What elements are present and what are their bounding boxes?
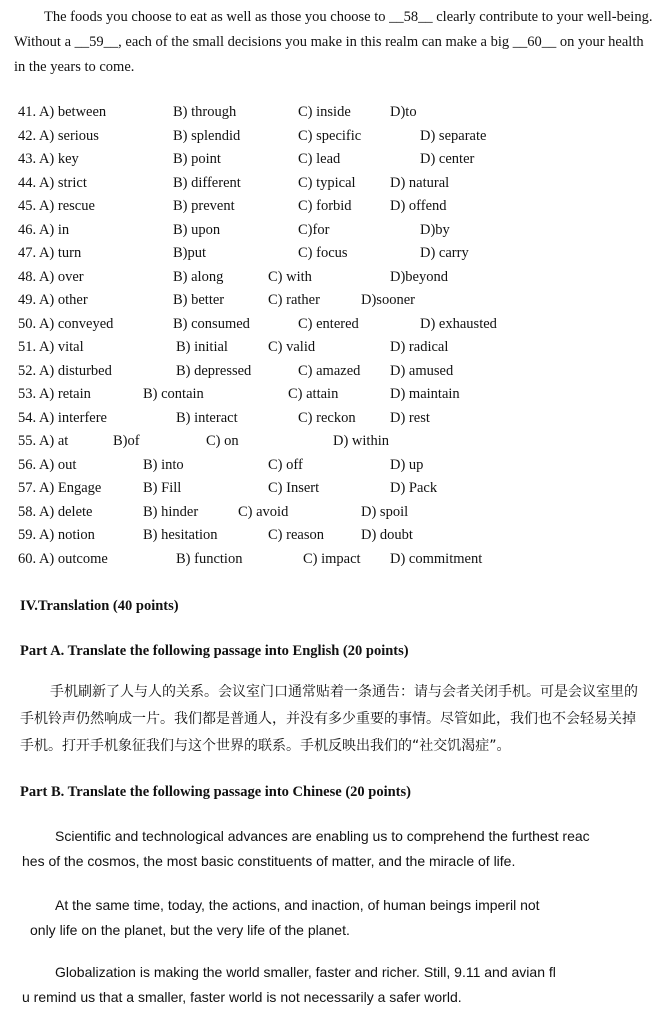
option-c: C) reckon bbox=[298, 409, 356, 426]
part-b-line: hes of the cosmos, the most basic constituents of matter, and the miracle of life. bbox=[22, 853, 516, 869]
option-b: B) along bbox=[173, 268, 224, 285]
option-c: C) valid bbox=[268, 339, 316, 355]
option-row bbox=[18, 407, 638, 431]
option-b: B) different bbox=[173, 174, 241, 191]
option-b: B) depressed bbox=[176, 362, 252, 379]
option-d: D) carry bbox=[420, 245, 469, 261]
option-d: D) Pack bbox=[390, 480, 438, 496]
option-row bbox=[18, 148, 638, 172]
option-row bbox=[18, 548, 638, 572]
option-c: C) with bbox=[268, 268, 312, 285]
option-row bbox=[18, 242, 638, 266]
option-a: 44. A) strict bbox=[18, 174, 87, 191]
option-row bbox=[18, 125, 638, 149]
option-c: C) on bbox=[206, 433, 239, 449]
option-a: 58. A) delete bbox=[18, 503, 93, 520]
option-a: 55. A) at bbox=[18, 433, 69, 449]
cloze-passage-text: The foods you choose to eat as well as those you choose to __58__ clearly contribute to your well-being. Without a __59__, each of the small decisions you make in this realm can make a big __60__ on your health in the years to come. bbox=[14, 9, 653, 75]
option-row bbox=[18, 195, 638, 219]
option-a: 41. A) between bbox=[18, 104, 107, 120]
option-c: C) forbid bbox=[298, 198, 352, 214]
option-b: B) splendid bbox=[173, 127, 241, 144]
part-a-text: 手机刷新了人与人的关系。会议室门口通常贴着一条通告：请与会者关闭手机。可是会议室里的手机铃声仍然响成一片。我们都是普通人，并没有多少重要的事情。尽管如此，我们也不会轻易关掉手机。打开手机象征我们与这个世界的联系。手机反映出我们的“社交饥渴症”。 bbox=[20, 684, 638, 754]
option-b: B) into bbox=[143, 456, 184, 473]
option-d: D) within bbox=[333, 433, 389, 449]
option-c: C) Insert bbox=[268, 480, 320, 496]
part-b-line: Scientific and technological advances are enabling us to comprehend the furthest reac bbox=[55, 828, 590, 844]
option-c: C) typical bbox=[298, 174, 356, 191]
option-d: D)sooner bbox=[361, 292, 415, 308]
part-b-line: At the same time, today, the actions, and inaction, of human beings imperil not bbox=[55, 897, 540, 913]
option-a: 47. A) turn bbox=[18, 245, 82, 261]
option-row bbox=[18, 266, 638, 290]
option-b: B)of bbox=[113, 433, 140, 449]
option-d: D) center bbox=[420, 151, 475, 167]
part-b-line: only life on the planet, but the very life of the planet. bbox=[30, 922, 350, 938]
option-row bbox=[18, 172, 638, 196]
option-b: B) hinder bbox=[143, 503, 199, 520]
option-a: 43. A) key bbox=[18, 151, 79, 167]
option-b: B) upon bbox=[173, 221, 221, 238]
option-c: C) avoid bbox=[238, 503, 289, 520]
options-list bbox=[18, 101, 638, 571]
option-a: 51. A) vital bbox=[18, 339, 84, 355]
option-row bbox=[18, 501, 638, 525]
option-a: 42. A) serious bbox=[18, 127, 99, 144]
option-row bbox=[18, 336, 638, 360]
section-title: IV.Translation (40 points) bbox=[20, 598, 179, 614]
option-row bbox=[18, 430, 638, 454]
option-row bbox=[18, 454, 638, 478]
option-a: 54. A) interfere bbox=[18, 409, 107, 426]
option-row bbox=[18, 101, 638, 125]
part-b-title: Part B. Translate the following passage into Chinese (20 points) bbox=[20, 784, 411, 800]
option-c: C) off bbox=[268, 456, 303, 473]
option-row bbox=[18, 289, 638, 313]
option-d: D) rest bbox=[390, 409, 430, 426]
option-c: C) inside bbox=[298, 104, 351, 120]
option-c: C) specific bbox=[298, 127, 362, 144]
option-c: C) focus bbox=[298, 245, 348, 261]
option-d: D) offend bbox=[390, 198, 447, 214]
option-d: D) maintain bbox=[390, 386, 460, 402]
option-row bbox=[18, 524, 638, 548]
option-d: D) spoil bbox=[361, 503, 409, 520]
option-d: D)to bbox=[390, 104, 417, 120]
option-d: D) doubt bbox=[361, 527, 413, 543]
option-b: B) better bbox=[173, 292, 225, 308]
cloze-passage bbox=[14, 5, 654, 80]
option-b: B) through bbox=[173, 104, 237, 120]
option-a: 59. A) notion bbox=[18, 527, 95, 543]
option-c: C) entered bbox=[298, 315, 359, 332]
option-b: B) Fill bbox=[143, 480, 182, 496]
option-a: 49. A) other bbox=[18, 292, 88, 308]
option-a: 45. A) rescue bbox=[18, 198, 95, 214]
option-c: C) rather bbox=[268, 292, 320, 308]
option-a: 53. A) retain bbox=[18, 386, 91, 402]
option-a: 56. A) out bbox=[18, 456, 77, 473]
option-b: B) function bbox=[176, 550, 243, 567]
option-c: C) reason bbox=[268, 527, 324, 543]
option-d: D) up bbox=[390, 456, 424, 473]
option-row bbox=[18, 313, 638, 337]
part-b-line: Globalization is making the world smaller, faster and richer. Still, 9.11 and avian fl bbox=[55, 964, 556, 980]
option-a: 50. A) conveyed bbox=[18, 315, 114, 332]
option-a: 48. A) over bbox=[18, 268, 84, 285]
part-a-passage bbox=[20, 679, 648, 760]
option-c: C) lead bbox=[298, 151, 341, 167]
option-row bbox=[18, 383, 638, 407]
option-d: D) natural bbox=[390, 174, 450, 191]
option-d: D) amused bbox=[390, 362, 454, 379]
option-b: B) point bbox=[173, 151, 221, 167]
option-a: 52. A) disturbed bbox=[18, 362, 112, 379]
option-d: D) exhausted bbox=[420, 315, 497, 332]
option-b: B) initial bbox=[176, 339, 228, 355]
option-c: C)for bbox=[298, 221, 330, 238]
option-a: 60. A) outcome bbox=[18, 550, 108, 567]
option-row bbox=[18, 477, 638, 501]
option-row bbox=[18, 219, 638, 243]
option-a: 46. A) in bbox=[18, 221, 70, 238]
option-b: B) interact bbox=[176, 409, 238, 426]
option-b: B) prevent bbox=[173, 198, 235, 214]
option-b: B) hesitation bbox=[143, 527, 218, 543]
option-b: B)put bbox=[173, 245, 207, 261]
option-c: C) impact bbox=[303, 550, 361, 567]
option-c: C) amazed bbox=[298, 362, 361, 379]
part-a-title: Part A. Translate the following passage into English (20 points) bbox=[20, 643, 409, 659]
option-b: B) contain bbox=[143, 386, 204, 402]
option-a: 57. A) Engage bbox=[18, 480, 102, 496]
option-d: D)by bbox=[420, 221, 450, 238]
option-b: B) consumed bbox=[173, 315, 250, 332]
option-d: D) commitment bbox=[390, 550, 483, 567]
part-b-line: u remind us that a smaller, faster world is not necessarily a safer world. bbox=[22, 989, 462, 1005]
option-d: D) radical bbox=[390, 339, 449, 355]
option-d: D)beyond bbox=[390, 268, 448, 285]
option-d: D) separate bbox=[420, 127, 487, 144]
option-row bbox=[18, 360, 638, 384]
option-c: C) attain bbox=[288, 386, 339, 402]
